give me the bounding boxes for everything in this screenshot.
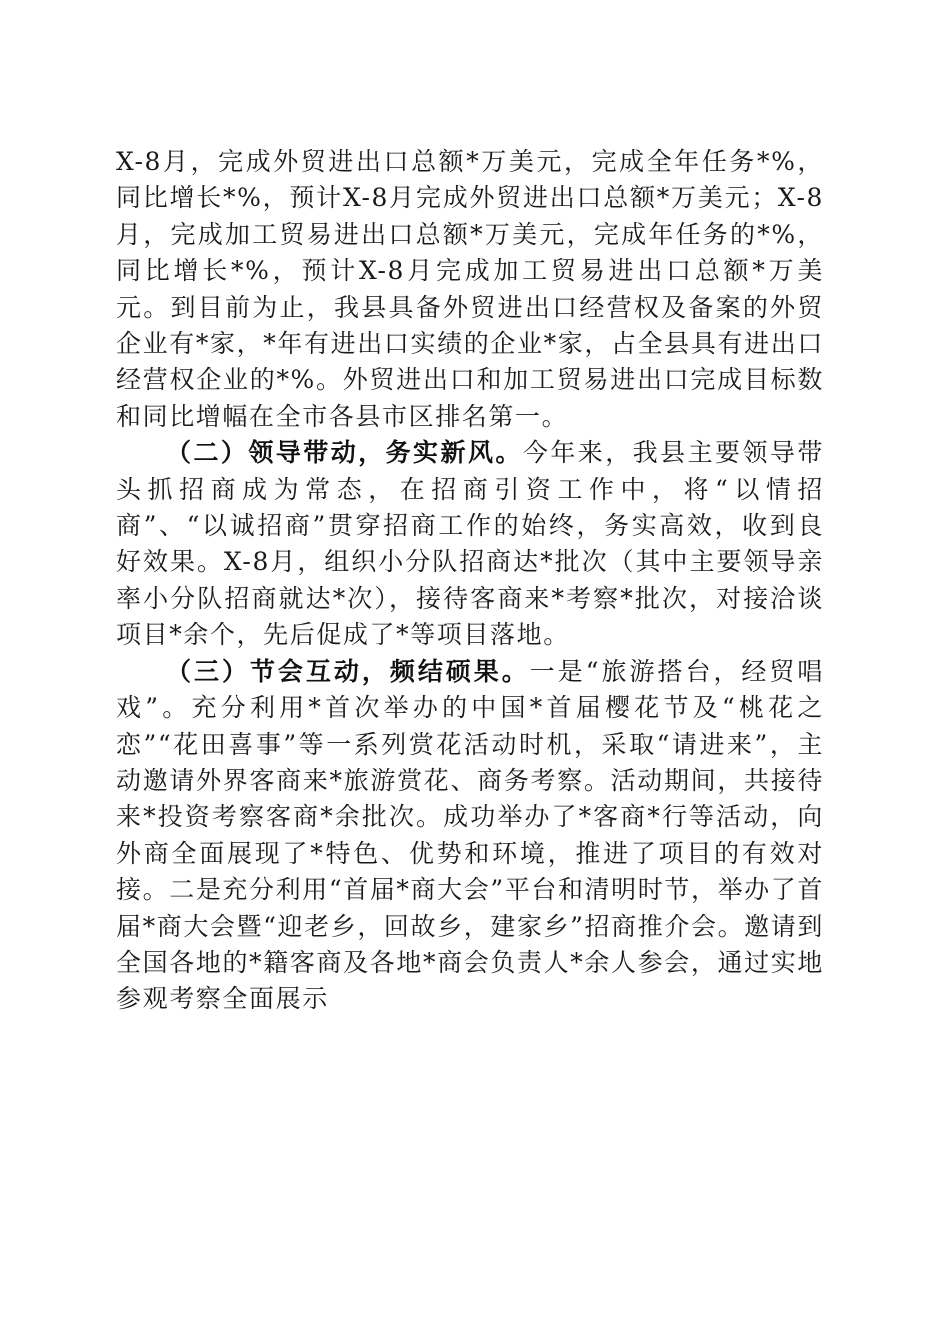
paragraph-text: 一是“旅游搭台，经贸唱戏”。充分利用*首次举办的中国*首届樱花节及“桃花之恋”“花田喜事”等一系列赏花活动时机，采取“请进来”，主动邀请外界客商来*旅游赏花、商务考察。活动期间，共接待来*投资考察客商*余批次。成功举办了*客商*行等活动，向外商全面展现了*特色、优势和环境，推进了项目的有效对接。二是充分利用“首届*商大会”平台和清明时节，举办了首届*商大会暨“迎老乡，回故乡，建家乡”招商推介会。邀请到全国各地的*籍客商及各地*商会负责人*余人参会，通过实地参观考察全面展示 [116, 656, 824, 1014]
paragraph-festival [116, 654, 824, 1018]
paragraph-text: 今年来，我县主要领导带头抓招商成为常态，在招商引资工作中，将“以情招商”、“以诚招商”贯穿招商工作的始终，务实高效，收到良好效果。X-8月，组织小分队招商达*批次（其中主要领导亲率小分队招商就达*次），接待客商来*考察*批次，对接洽谈项目*余个，先后促成了*等项目落地。 [116, 438, 824, 650]
section-heading: （二）领导带动，务实新风。 [166, 438, 523, 468]
document-page [116, 144, 824, 1018]
paragraph-leadership [116, 435, 824, 653]
paragraph-foreign-trade [116, 144, 824, 435]
section-heading: （三）节会互动，频结硕果。 [166, 656, 530, 686]
paragraph-text: X-8月，完成外贸进出口总额*万美元，完成全年任务*%，同比增长*%，预计X-8月完成外贸进出口总额*万美元；X-8月，完成加工贸易进出口总额*万美元，完成年任务的*%，同比增长*%，预计X-8月完成加工贸易进出口总额*万美元。到目前为止，我县具备外贸进出口经营权及备案的外贸企业有*家，*年有进出口实绩的企业*家，占全县具有进出口经营权企业的*%。外贸进出口和加工贸易进出口完成目标数和同比增幅在全市各县市区排名第一。 [116, 147, 824, 431]
